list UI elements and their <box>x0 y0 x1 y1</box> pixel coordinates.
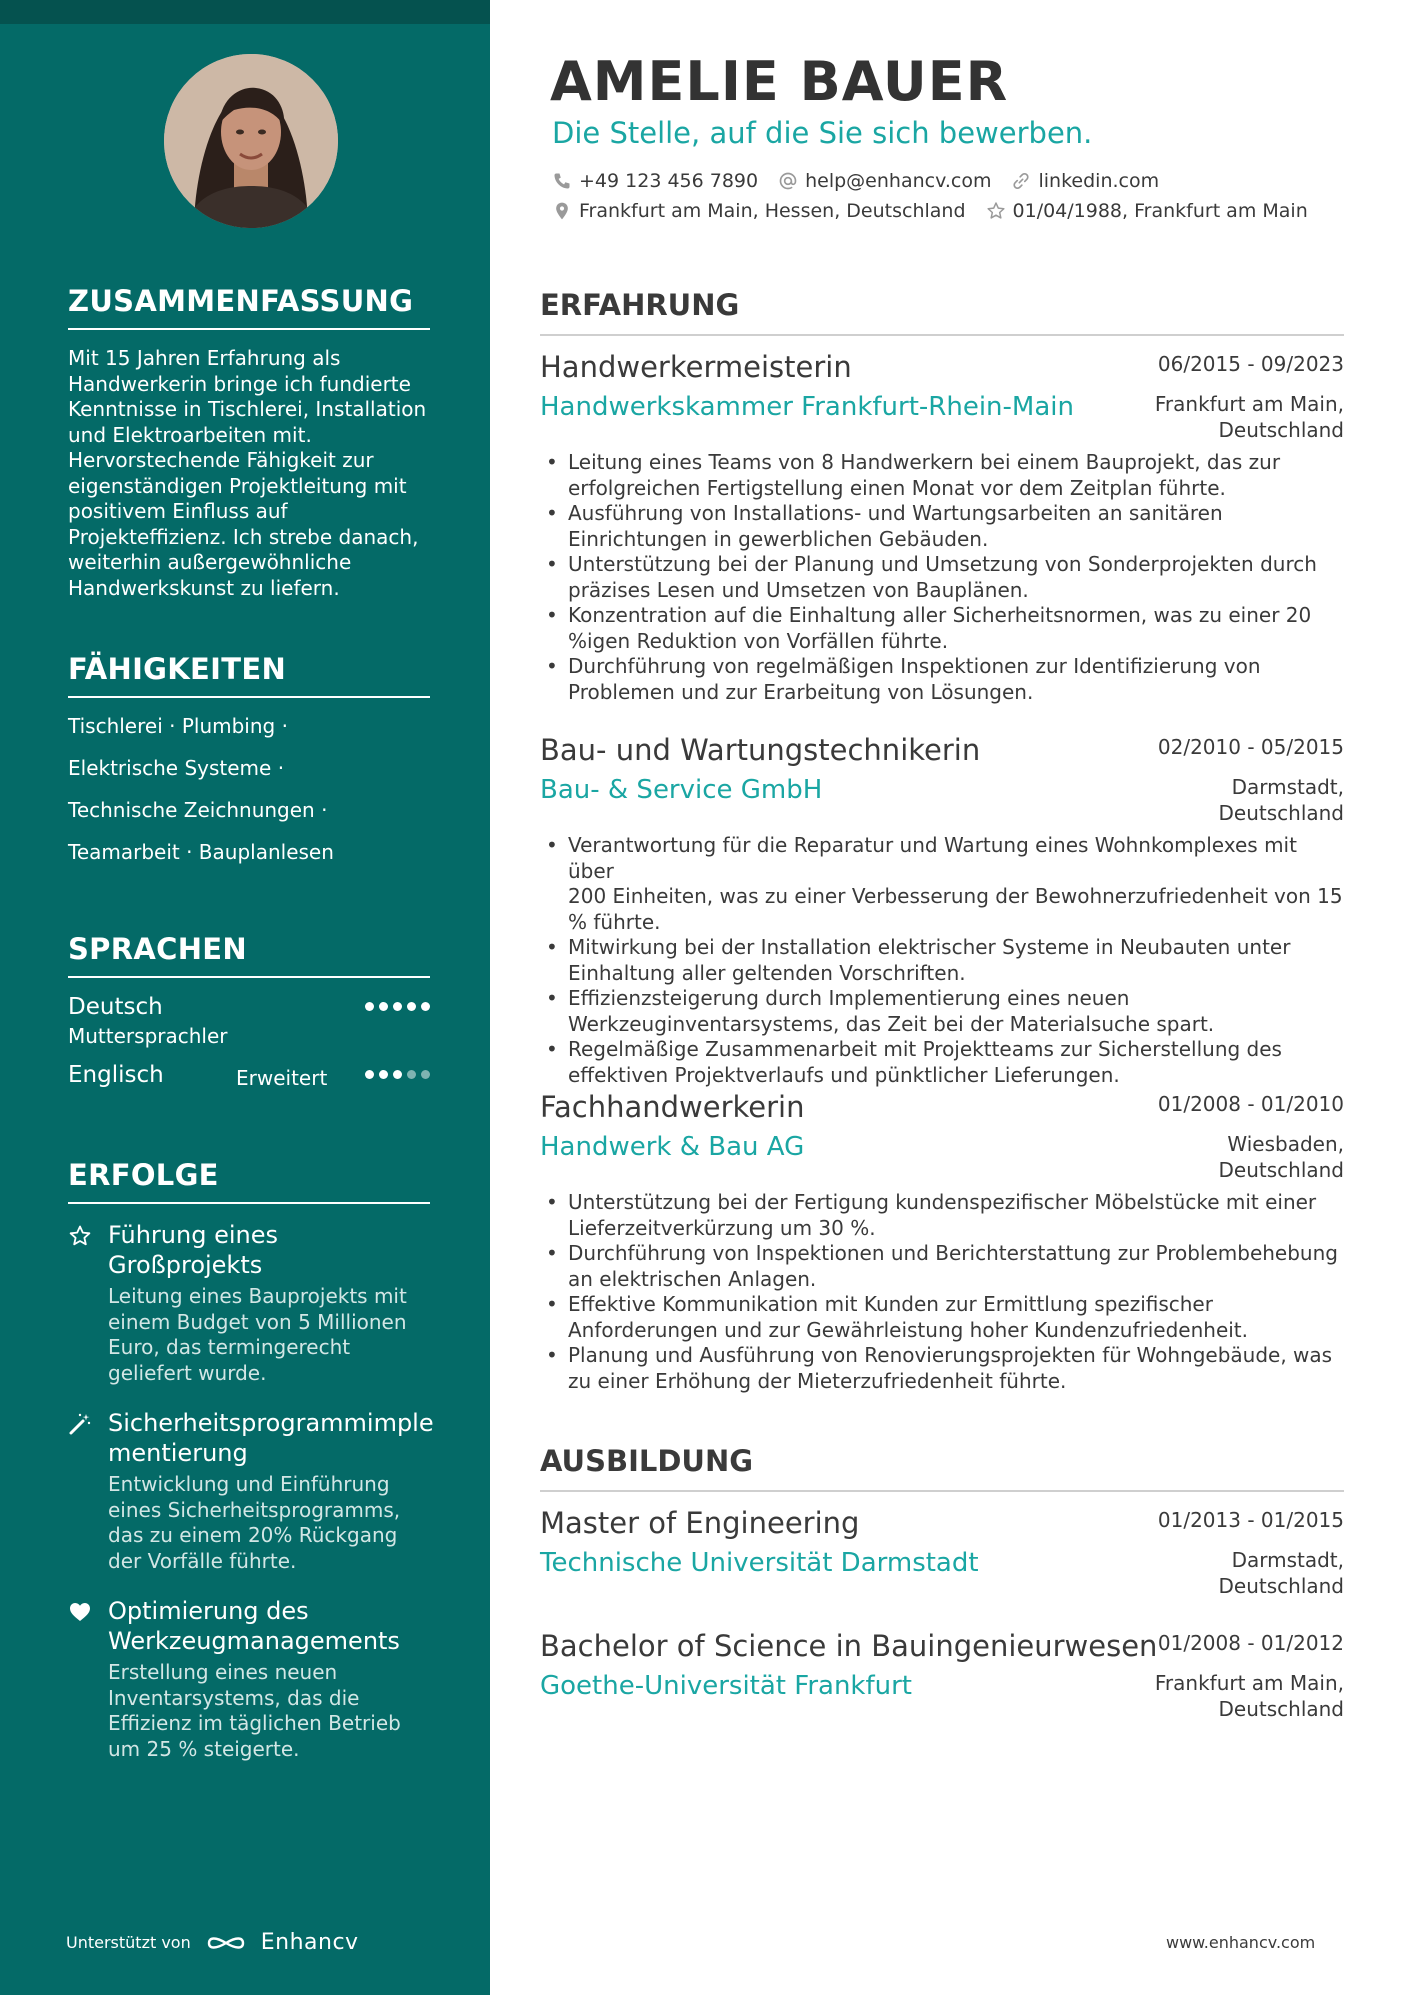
job-bullet <box>540 1037 1344 1088</box>
job-bullets <box>540 833 1344 1088</box>
achievement-title-line: Sicherheitsprogrammimple <box>108 1409 434 1437</box>
footer-url[interactable]: www.enhancv.com <box>1166 1933 1316 1952</box>
languages-heading: SPRACHEN <box>68 932 430 978</box>
job-bullet <box>540 986 1344 1037</box>
email-address: help@enhancv.com <box>805 170 992 192</box>
job-bullet <box>540 450 1344 501</box>
bullet-line: • Unterstützung bei der Planung und Umsetzung von Sonderprojekten durch <box>568 552 1317 576</box>
education-location-line: Frankfurt am Main, <box>1154 1671 1344 1695</box>
language-level: Muttersprachler <box>68 1024 228 1048</box>
powered-by <box>66 1930 359 1955</box>
candidate-name: AMELIE BAUER <box>550 50 1009 113</box>
school-name: Goethe-Universität Frankfurt <box>540 1671 912 1701</box>
job-location-line: Frankfurt am Main, <box>1154 392 1344 416</box>
achievement-desc-line: Leitung eines Bauprojekts mit <box>108 1284 407 1308</box>
bullet-line: Problemen und zur Erarbeitung von Lösungen. <box>568 679 1034 704</box>
achievement-title-line: Werkzeugmanagements <box>108 1627 400 1655</box>
achievement-item <box>68 1408 434 1574</box>
achievements-section <box>68 1158 434 1762</box>
achievement-desc-line: um 25 % steigerte. <box>108 1736 300 1761</box>
achievement-desc-line: Effizienz im täglichen Betrieb <box>108 1711 401 1735</box>
summary-section <box>68 284 430 601</box>
achievement-title-line: Führung eines <box>108 1221 278 1249</box>
achievement-desc-line: Entwicklung und Einführung <box>108 1472 390 1496</box>
contact-linkedin[interactable] <box>1011 170 1159 192</box>
job-title: Bau- und Wartungstechnikerin <box>540 733 981 767</box>
achievement-desc-line: Euro, das termingerecht <box>108 1335 351 1359</box>
location-text: Frankfurt am Main, Hessen, Deutschland <box>579 200 966 222</box>
summary-text <box>68 346 430 601</box>
job-date: 06/2015 - 09/2023 <box>1157 352 1344 376</box>
achievement-description <box>108 1472 430 1574</box>
star-outline-icon <box>986 201 1006 221</box>
degree-title: Master of Engineering <box>540 1506 860 1540</box>
bullet-line: Lieferzeitverkürzung um 30 %. <box>568 1215 876 1240</box>
bullet-line: • Unterstützung bei der Fertigung kundenspezifischer Möbelstücke mit einer <box>568 1190 1317 1214</box>
skill-line: Elektrische Systeme · <box>68 756 285 780</box>
rating-dot <box>421 1070 430 1079</box>
summary-line: und Elektroarbeiten mit. <box>68 422 312 447</box>
profile-photo-illustration <box>164 54 338 228</box>
contact-row-2 <box>552 200 1328 222</box>
bullet-line: zu einer Erhöhung der Mieterzufriedenheit führte. <box>568 1368 1067 1393</box>
achievement-title-line: Optimierung des <box>108 1597 309 1625</box>
achievement-item <box>68 1596 430 1762</box>
contact-phone[interactable] <box>552 170 758 192</box>
bullet-line: • Effektive Kommunikation mit Kunden zur Ermittlung spezifischer <box>568 1292 1213 1316</box>
job-title: Handwerkermeisterin <box>540 350 852 384</box>
bullet-line: • Durchführung von Inspektionen und Berichterstattung zur Problembehebung <box>568 1241 1338 1265</box>
skills-section <box>68 652 430 866</box>
job-location-line: Wiesbaden, <box>1227 1132 1344 1156</box>
bullet-line: Werkzeuginventarsystems, das Zeit bei der Materialsuche spart. <box>568 1011 1215 1036</box>
rating-dot <box>421 1002 430 1011</box>
bullet-line: effektiven Projektverlaufs und pünktlicher Lieferungen. <box>568 1062 1120 1087</box>
education-location-line: Deutschland <box>1218 1696 1344 1721</box>
bullet-line: erfolgreichen Fertigstellung einen Monat vor dem Zeitplan führte. <box>568 475 1226 500</box>
contact-row <box>552 170 1179 192</box>
skill-line: Technische Zeichnungen · <box>68 798 328 822</box>
job-location <box>1219 775 1345 826</box>
education-location <box>1155 1671 1344 1722</box>
bullet-line: • Planung und Ausführung von Renovierungsprojekten für Wohngebäude, was <box>568 1343 1333 1367</box>
achievement-title <box>108 1220 430 1280</box>
summary-line: Hervorstechende Fähigkeit zur <box>68 448 374 472</box>
achievement-item <box>68 1220 430 1386</box>
bullet-line: • Leitung eines Teams von 8 Handwerkern bei einem Bauprojekt, das zur <box>568 450 1281 474</box>
degree-title: Bachelor of Science in Bauingenieurwesen <box>540 1629 1158 1663</box>
rating-dot <box>365 1002 374 1011</box>
job-bullet <box>540 833 1344 935</box>
summary-line: Kenntnisse in Tischlerei, Installation <box>68 397 427 421</box>
job-bullet <box>540 1292 1344 1343</box>
education-location <box>1219 1548 1345 1599</box>
achievement-title-line: mentierung <box>108 1439 248 1467</box>
education-date: 01/2013 - 01/2015 <box>1157 1508 1344 1532</box>
achievement-desc-line: Inventarsystems, das die <box>108 1685 360 1710</box>
achievement-desc-line: geliefert wurde. <box>108 1360 267 1385</box>
school-name: Technische Universität Darmstadt <box>540 1548 979 1578</box>
achievement-title <box>108 1596 430 1656</box>
sidebar <box>0 0 490 1995</box>
summary-heading: ZUSAMMENFASSUNG <box>68 284 430 330</box>
location-pin-icon <box>552 201 572 221</box>
bullet-line: Einhaltung aller geltenden Vorschriften. <box>568 960 966 985</box>
bullet-line: an elektrischen Anlagen. <box>568 1266 817 1291</box>
birth-text: 01/04/1988, Frankfurt am Main <box>1012 200 1308 222</box>
bullet-line: %igen Reduktion von Vorfällen führte. <box>568 628 949 653</box>
bullet-line: % führte. <box>568 909 661 934</box>
job-bullet <box>540 501 1344 552</box>
bullet-line: • Ausführung von Installations- und Wartungsarbeiten an sanitären <box>568 501 1223 525</box>
rating-dot <box>365 1070 374 1079</box>
achievement-title-line: Großprojekts <box>108 1251 263 1279</box>
achievement-description <box>108 1284 430 1386</box>
job-bullet <box>540 1241 1344 1292</box>
rating-dot <box>379 1070 388 1079</box>
job-bullet <box>540 654 1344 705</box>
language-level: Erweitert <box>236 1066 328 1090</box>
education-location-line: Darmstadt, <box>1231 1548 1344 1572</box>
summary-line: positivem Einfluss auf <box>68 499 288 523</box>
job-bullet <box>540 1343 1344 1394</box>
skills-heading: FÄHIGKEITEN <box>68 652 430 698</box>
language-rating <box>365 1070 430 1079</box>
rating-dot <box>407 1002 416 1011</box>
education-location-line: Deutschland <box>1218 1573 1344 1598</box>
target-role: Die Stelle, auf die Sie sich bewerben. <box>552 116 1093 150</box>
skill-line: Teamarbeit · Bauplanlesen <box>68 840 334 864</box>
enhancv-logo-icon <box>203 1931 249 1955</box>
link-icon <box>1011 171 1031 191</box>
job-company: Handwerkskammer Frankfurt-Rhein-Main <box>540 392 1074 422</box>
rating-dot <box>407 1070 416 1079</box>
phone-number: +49 123 456 7890 <box>579 170 759 192</box>
job-company: Handwerk & Bau AG <box>540 1132 805 1162</box>
bullet-line: • Verantwortung für die Reparatur und Wartung eines Wohnkomplexes mit über <box>568 833 1297 883</box>
magic-wand-icon <box>68 1412 92 1436</box>
job-location-line: Deutschland <box>1218 417 1344 442</box>
job-company: Bau- & Service GmbH <box>540 775 823 805</box>
contact-birth <box>986 200 1308 222</box>
rating-dot <box>379 1002 388 1011</box>
achievement-title <box>108 1408 434 1468</box>
language-name: Deutsch <box>68 994 163 1020</box>
job-bullets <box>540 1190 1344 1394</box>
summary-line: weiterhin außergewöhnliche <box>68 550 352 574</box>
job-date: 02/2010 - 05/2015 <box>1157 735 1344 759</box>
linkedin-url: linkedin.com <box>1038 170 1160 192</box>
summary-line: eigenständigen Projektleitung mit <box>68 473 407 498</box>
bullet-line: • Durchführung von regelmäßigen Inspektionen zur Identifizierung von <box>568 654 1261 678</box>
education-date: 01/2008 - 01/2012 <box>1157 1631 1344 1655</box>
job-location-line: Darmstadt, <box>1231 775 1344 799</box>
achievement-description <box>108 1660 430 1762</box>
job-bullet <box>540 552 1344 603</box>
achievement-desc-line: einem Budget von 5 Millionen <box>108 1309 407 1334</box>
at-icon <box>778 171 798 191</box>
bullet-line: • Konzentration auf die Einhaltung aller Sicherheitsnormen, was zu einer 20 <box>568 603 1312 627</box>
summary-line: Handwerkerin bringe ich fundierte <box>68 371 411 396</box>
language-rating <box>365 1002 430 1011</box>
bullet-line: 200 Einheiten, was zu einer Verbesserung der Bewohnerzufriedenheit von 15 <box>568 884 1343 908</box>
job-title: Fachhandwerkerin <box>540 1090 805 1124</box>
contact-location <box>552 200 966 222</box>
achievement-desc-line: der Vorfälle führte. <box>108 1548 297 1573</box>
job-bullet <box>540 1190 1344 1241</box>
achievement-desc-line: eines Sicherheitsprogramms, <box>108 1497 401 1522</box>
bullet-line: • Effizienzsteigerung durch Implementierung eines neuen <box>568 986 1130 1010</box>
summary-line: Handwerkskunst zu liefern. <box>68 575 340 600</box>
job-location <box>1155 392 1344 443</box>
experience-heading: ERFAHRUNG <box>540 288 1344 336</box>
job-bullet <box>540 935 1344 986</box>
rating-dot <box>393 1002 402 1011</box>
job-location-line: Deutschland <box>1218 800 1344 825</box>
job-bullets <box>540 450 1344 705</box>
language-item <box>68 1062 430 1118</box>
education-heading: AUSBILDUNG <box>540 1444 1344 1492</box>
achievements-heading: ERFOLGE <box>68 1158 430 1204</box>
powered-by-brand: Enhancv <box>260 1930 359 1955</box>
summary-line: Projekteffizienz. Ich strebe danach, <box>68 524 419 549</box>
phone-icon <box>552 171 572 191</box>
job-date: 01/2008 - 01/2010 <box>1157 1092 1344 1116</box>
job-location <box>1219 1132 1345 1183</box>
bullet-line: • Regelmäßige Zusammenarbeit mit Projektteams zur Sicherstellung des <box>568 1037 1282 1061</box>
job-location-line: Deutschland <box>1218 1157 1344 1182</box>
languages-section <box>68 932 430 1118</box>
language-name: Englisch <box>68 1062 164 1088</box>
job-bullet <box>540 603 1344 654</box>
sidebar-top-bar <box>0 0 490 24</box>
achievement-desc-line: das zu einem 20% Rückgang <box>108 1523 398 1547</box>
bullet-line: Anforderungen und zur Gewährleistung hoher Kundenzufriedenheit. <box>568 1317 1248 1342</box>
star-icon <box>68 1224 92 1248</box>
heart-icon <box>68 1600 92 1624</box>
powered-by-label: Unterstützt von <box>66 1933 191 1952</box>
language-item <box>68 994 430 1050</box>
skill-line: Tischlerei · Plumbing · <box>68 714 288 738</box>
contact-email[interactable] <box>778 170 991 192</box>
rating-dot <box>393 1070 402 1079</box>
achievement-desc-line: Erstellung eines neuen <box>108 1660 338 1684</box>
bullet-line: • Mitwirkung bei der Installation elektrischer Systeme in Neubauten unter <box>568 935 1291 959</box>
summary-line: Mit 15 Jahren Erfahrung als <box>68 346 341 370</box>
bullet-line: präzises Lesen und Umsetzen von Bauplänen. <box>568 577 1029 602</box>
profile-photo <box>164 54 338 228</box>
bullet-line: Einrichtungen in gewerblichen Gebäuden. <box>568 526 989 551</box>
